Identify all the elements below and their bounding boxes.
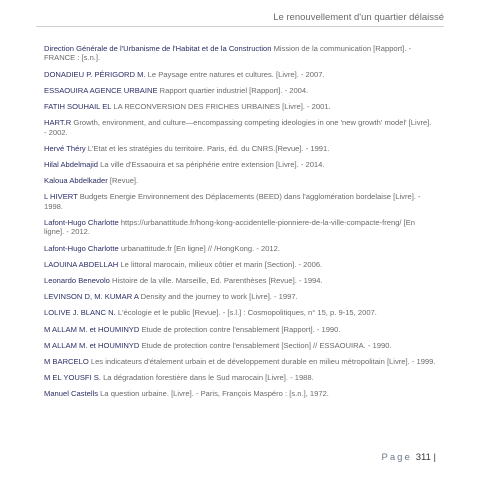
reference-author: Hilal Abdelmajid bbox=[44, 160, 99, 170]
reference-entry bbox=[44, 260, 436, 269]
header-divider bbox=[36, 26, 444, 27]
reference-author: M ALLAM M. et HOUMINYD bbox=[44, 324, 140, 334]
bibliography-list bbox=[44, 44, 436, 406]
reference-details: La question urbaine. [Livre]. - Paris, François Maspéro : [s.n.], 1972. bbox=[98, 389, 329, 399]
reference-details: LA RECONVERSION DES FRICHES URBAINES [Livre]. - 2001. bbox=[111, 102, 331, 112]
reference-details: La ville d'Essaouira et sa périphérie entre extension [Livre]. - 2014. bbox=[98, 160, 325, 170]
reference-author: HART.R bbox=[44, 118, 72, 128]
reference-author: Direction Générale de l'Urbanisme de l'Habitat et de la Construction bbox=[44, 44, 272, 53]
reference-author: LAOUINA ABDELLAH bbox=[44, 259, 119, 269]
running-header: Le renouvellement d'un quartier délaissé bbox=[273, 12, 444, 23]
reference-author: ESSAOUIRA AGENCE URBAINE bbox=[44, 85, 158, 95]
reference-details: Mission de la communication [Rapport]. - FRANCE : [s.n.]. bbox=[44, 44, 412, 63]
reference-entry bbox=[44, 389, 436, 398]
reference-author: Lafont-Hugo Charlotte bbox=[44, 243, 119, 253]
reference-entry bbox=[44, 244, 436, 253]
reference-entry bbox=[44, 341, 436, 350]
reference-details: urbanattitude.fr [En ligne] // /HongKong. - 2012. bbox=[118, 243, 280, 253]
reference-entry bbox=[44, 144, 436, 153]
reference-entry bbox=[44, 292, 436, 301]
reference-author: FATIH SOUHAIL EL bbox=[44, 102, 112, 112]
reference-details: L'Etat et les stratégies du territoire. Paris, éd. du CNRS.[Revue]. - 1991. bbox=[85, 143, 330, 153]
reference-author: M BARCELO bbox=[44, 357, 89, 367]
page-number: 311 bbox=[415, 452, 431, 463]
reference-details: [Revue]. bbox=[107, 176, 139, 186]
reference-details: Rapport quartier industriel [Rapport]. - 2004. bbox=[157, 85, 309, 95]
reference-entry bbox=[44, 160, 436, 169]
reference-details: Le littoral marocain, milieux côtier et marin [Section]. - 2006. bbox=[118, 259, 323, 269]
reference-entry bbox=[44, 218, 436, 237]
reference-entry bbox=[44, 86, 436, 95]
reference-entry bbox=[44, 276, 436, 285]
reference-details: Etude de protection contre l'ensablement [Section] // ESSAOUIRA. - 1990. bbox=[139, 340, 392, 350]
reference-entry bbox=[44, 357, 436, 366]
reference-author: L HIVERT bbox=[44, 192, 78, 202]
reference-details: Histoire de la ville. Marseille, Ed. Parenthèses [Revue]. - 1994. bbox=[109, 276, 323, 286]
reference-author: Leonardo Benevolo bbox=[44, 276, 110, 286]
reference-entry bbox=[44, 102, 436, 111]
reference-details: Budgets Energie Environnement des Déplacements (BEED) dans l'agglomération bordelaise [Livre]. - 1998. bbox=[44, 192, 421, 211]
reference-entry bbox=[44, 192, 436, 211]
reference-author: Kaloua Abdelkader bbox=[44, 176, 108, 186]
reference-entry bbox=[44, 70, 436, 79]
reference-author: LOLIVE J. BLANC N. bbox=[44, 308, 116, 318]
reference-details: Etude de protection contre l'ensablement [Rapport]. - 1990. bbox=[139, 324, 341, 334]
reference-author: LEVINSON D, M. KUMAR A bbox=[44, 292, 139, 302]
reference-entry bbox=[44, 44, 436, 63]
reference-entry bbox=[44, 325, 436, 334]
reference-details: Density and the journey to work [Livre]. - 1997. bbox=[138, 292, 298, 302]
page-separator: | bbox=[433, 452, 436, 463]
reference-entry bbox=[44, 373, 436, 382]
reference-details: Le Paysage entre natures et cultures. [Livre]. - 2007. bbox=[145, 69, 325, 79]
reference-author: M ALLAM M. et HOUMINYD bbox=[44, 340, 140, 350]
reference-entry bbox=[44, 176, 436, 185]
reference-entry bbox=[44, 308, 436, 317]
reference-details: L'écologie et le public [Revue]. - [s.l.] : Cosmopolitiques, n° 15, p. 9-15, 2007. bbox=[115, 308, 377, 318]
reference-author: Manuel Castells bbox=[44, 389, 99, 399]
reference-author: DONADIEU P. PÉRIGORD M. bbox=[44, 69, 146, 79]
reference-details: https://urbanattitude.fr/hong-kong-accidentelle-pionniere-de-la-ville-compacte-freng/ [En ligne]. - 2012. bbox=[44, 218, 416, 237]
reference-author: Lafont-Hugo Charlotte bbox=[44, 218, 119, 228]
reference-entry bbox=[44, 118, 436, 137]
reference-author: Hervé Théry bbox=[44, 143, 86, 153]
page-label: Page bbox=[381, 452, 412, 463]
reference-author: M EL YOUSFI S. bbox=[44, 373, 101, 383]
reference-details: Growth, environment, and culture—encompassing competing ideologies in one 'new growth' model' [Livre]. - 2002. bbox=[44, 118, 432, 137]
reference-details: Les indicateurs d'étalement urbain et de développement durable en milieu métropolitain [Livre]. - 1999. bbox=[88, 357, 436, 367]
page-footer bbox=[382, 452, 436, 463]
reference-details: La dégradation forestière dans le Sud marocain [Livre]. - 1988. bbox=[100, 373, 314, 383]
